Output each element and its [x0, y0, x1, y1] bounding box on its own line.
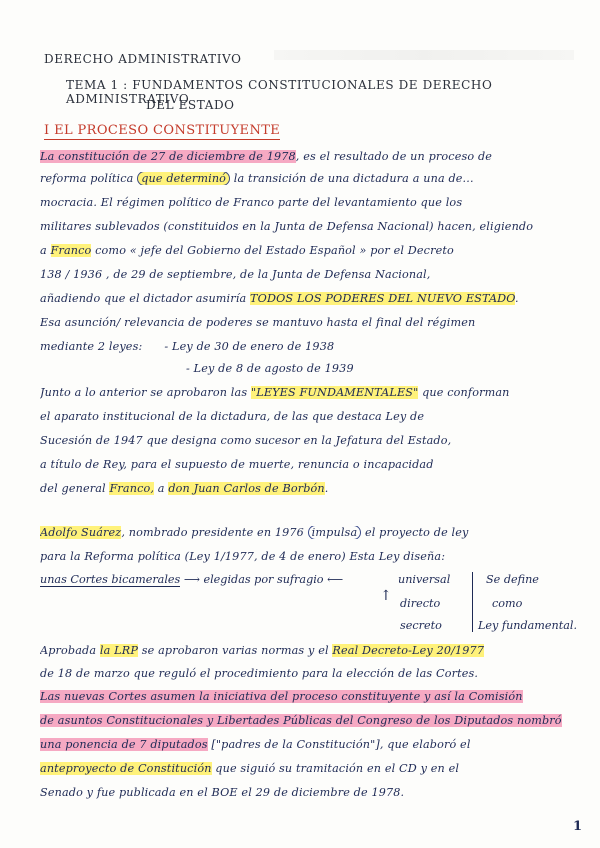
- p4-line: [40, 714, 570, 727]
- text: a: [40, 244, 51, 257]
- highlight: "LEYES FUNDAMENTALES": [250, 386, 419, 399]
- p4-line: [40, 762, 570, 775]
- p3-definition-3: Ley fundamental.: [478, 619, 578, 632]
- p4-line: [40, 738, 570, 751]
- text: a: [154, 482, 169, 495]
- p4-line: [40, 644, 570, 657]
- p1-line: [40, 196, 570, 209]
- highlight: la LRP: [99, 644, 138, 657]
- arrow-right-icon: ⟶: [180, 573, 204, 586]
- p4-line: de 18 de marzo que reguló el procedimiento para la elección de las Cortes.: [40, 667, 479, 680]
- p1-line: [40, 150, 570, 163]
- underline-text: unas Cortes bicamerales: [40, 573, 181, 586]
- circled-highlight: que determinó: [137, 172, 230, 185]
- highlight: una ponencia de 7 diputados: [40, 738, 208, 751]
- p4-line: Senado y fue publicada en el BOE el 29 de diciembre de 1978.: [40, 786, 405, 799]
- p3-suffrage-direct: directo: [400, 597, 441, 610]
- underline-text: reforma política: [40, 172, 138, 185]
- p3-line: [40, 526, 570, 539]
- p1-line: [40, 244, 570, 257]
- p1-line: militares sublevados (constituidos en la Junta de Defensa Nacional) hacen, eligiendo: [40, 220, 534, 233]
- circled-word: impulsa: [308, 526, 362, 539]
- highlight: La constitución de 27 de diciembre de 1978: [40, 150, 296, 163]
- text: .: [514, 292, 519, 305]
- highlight: TODOS LOS PODERES DEL NUEVO ESTADO: [250, 292, 515, 305]
- p1-line: 138 / 1936 , de 29 de septiembre, de la Junta de Defensa Nacional,: [40, 268, 431, 281]
- text: que siguió su tramitación en el CD y en el: [211, 762, 460, 775]
- highlight: de asuntos Constitucionales y Libertades Públicas del Congreso de los Diputados nombró: [40, 714, 562, 727]
- p2-line: [40, 386, 570, 399]
- text: el proyecto de ley: [361, 526, 469, 539]
- section-title: I EL PROCESO CONSTITUYENTE: [44, 123, 281, 138]
- p3-definition-2: como: [492, 597, 523, 610]
- highlight: Franco: [50, 244, 92, 257]
- p2-line: a título de Rey, para el supuesto de muerte, renuncia o incapacidad: [40, 458, 434, 471]
- text: que conforman: [418, 386, 510, 399]
- text: , es el resultado de un proceso de: [295, 150, 493, 163]
- highlight: don Juan Carlos de Borbón: [168, 482, 325, 495]
- text: elegidas por sufragio: [203, 573, 324, 586]
- arrow-left-icon: ⟵: [323, 573, 344, 586]
- text: se aprobaron varias normas y el: [138, 644, 333, 657]
- text: añadiendo que el dictador asumiría: [40, 292, 251, 305]
- p1-line: [40, 292, 570, 305]
- highlight: Real Decreto-Ley 20/1977: [332, 644, 485, 657]
- p3-cortes: [40, 573, 343, 586]
- text: Aprobada: [40, 644, 100, 657]
- p2-line: el aparato institucional de la dictadura, de las que destaca Ley de: [40, 410, 425, 423]
- p1-line: [40, 172, 570, 185]
- p2-line: [40, 482, 570, 495]
- topic-heading-line2: DEL ESTADO: [146, 98, 235, 112]
- p3-definition-1: Se define: [486, 573, 539, 586]
- text: ["padres de la Constitución"], que elaboró el: [207, 738, 471, 751]
- p3-suffrage-universal: universal: [398, 573, 451, 586]
- text: .: [324, 482, 329, 495]
- text: El régimen político de Franco parte del levantamiento que los: [97, 196, 463, 209]
- underline-text: mocracia.: [40, 196, 98, 209]
- faded-bleed-through: [274, 50, 574, 60]
- text: del general: [40, 482, 110, 495]
- p4-line: [40, 690, 570, 703]
- subject-heading: DERECHO ADMINISTRATIVO: [44, 52, 242, 66]
- topic-heading-line1: TEMA 1 : FUNDAMENTOS CONSTITUCIONALES DE DERECHO ADMINISTRATIVO: [66, 78, 493, 106]
- text: Junto a lo anterior se aprobaron las: [40, 386, 251, 399]
- underline-text: la transición de una dictadura a una de...: [230, 172, 474, 185]
- p1-line: Esa asunción/ relevancia de poderes se mantuvo hasta el final del régimen: [40, 316, 476, 329]
- p3-suffrage-secret: secreto: [400, 619, 442, 632]
- p3-line: para la Reforma política (Ley 1/1977, de 4 de enero) Esta Ley diseña:: [40, 550, 446, 563]
- highlight: Adolfo Suárez: [40, 526, 122, 539]
- p1-line: - Ley de 8 de agosto de 1939: [186, 362, 354, 375]
- underline-text: mediante 2 leyes:: [40, 340, 143, 353]
- text: , nombrado presidente en 1976: [121, 526, 308, 539]
- text: como « jefe del Gobierno del Estado Español » por el Decreto: [91, 244, 454, 257]
- page-number: 1: [572, 819, 582, 834]
- arrow-up-icon: ↑: [380, 588, 392, 604]
- highlight: Las nuevas Cortes asumen la iniciativa del proceso constituyente y así la Comisión: [40, 690, 523, 703]
- text: - Ley de 30 de enero de 1938: [164, 340, 335, 353]
- highlight: anteproyecto de Constitución: [40, 762, 212, 775]
- p1-line: [40, 340, 570, 353]
- highlight: Franco,: [109, 482, 155, 495]
- p2-line: Sucesión de 1947 que designa como sucesor en la Jefatura del Estado,: [40, 434, 452, 447]
